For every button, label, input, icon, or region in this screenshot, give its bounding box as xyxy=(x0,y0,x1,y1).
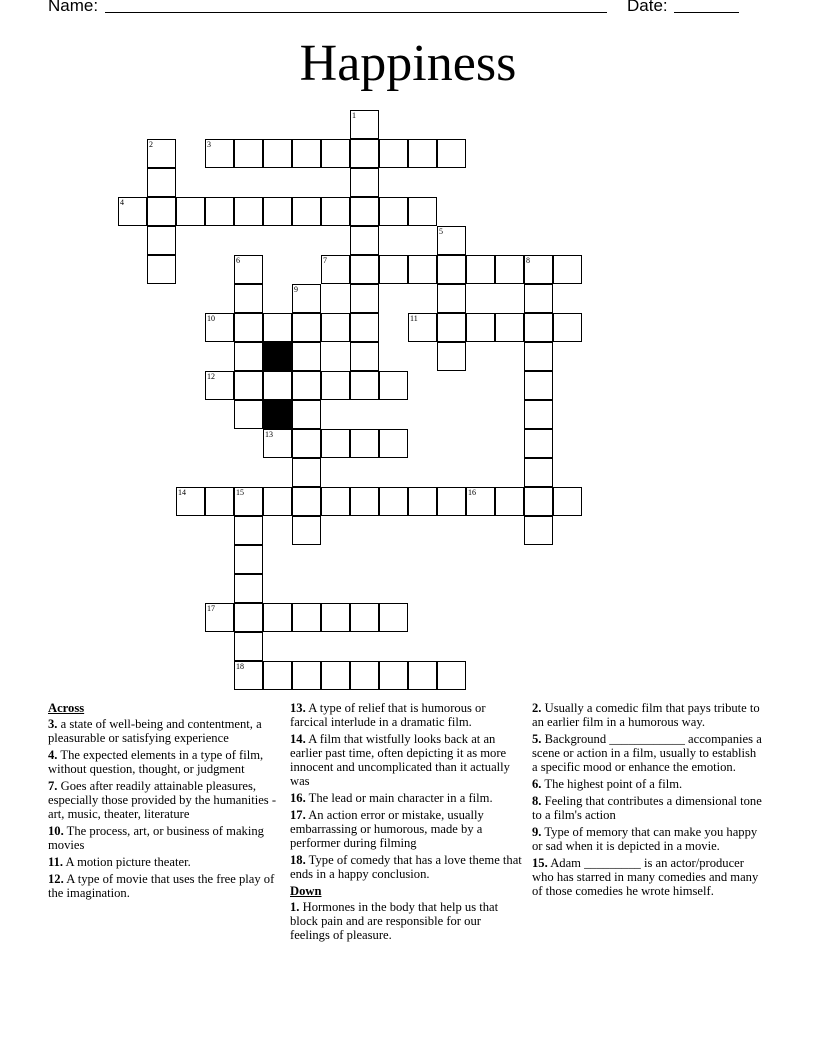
clue-number: 10 xyxy=(207,314,215,323)
clue-text: The lead or main character in a film. xyxy=(305,791,493,805)
grid-cell[interactable] xyxy=(205,139,234,168)
clue-number: 2 xyxy=(149,140,153,149)
clue-number: 16 xyxy=(468,488,476,497)
clue-text: The process, art, or business of making movies xyxy=(48,824,264,852)
clue-number: 15 xyxy=(236,488,244,497)
grid-cell[interactable] xyxy=(263,371,292,400)
clue-number-label: 14. xyxy=(290,732,306,746)
date-label: Date: xyxy=(627,0,668,15)
grid-cell[interactable] xyxy=(321,661,350,690)
clue-number-label: 2. xyxy=(532,701,542,715)
grid-cell[interactable] xyxy=(350,661,379,690)
clue-number-label: 5. xyxy=(532,732,542,746)
grid-cell[interactable] xyxy=(350,139,379,168)
grid-cell[interactable] xyxy=(292,371,321,400)
grid-cell[interactable] xyxy=(524,313,553,342)
clue-number-label: 9. xyxy=(532,825,542,839)
clue-item xyxy=(532,777,764,791)
clue-text: An action error or mistake, usually embarrassing or humorous, made by a performer during filming xyxy=(290,808,484,850)
grid-cell[interactable] xyxy=(205,197,234,226)
grid-cell[interactable] xyxy=(292,458,321,487)
grid-cell[interactable] xyxy=(437,226,466,255)
across-clue-list-continued xyxy=(290,701,522,881)
grid-cell[interactable] xyxy=(292,429,321,458)
grid-cell[interactable] xyxy=(292,197,321,226)
grid-cell[interactable] xyxy=(234,400,263,429)
grid-cell[interactable] xyxy=(263,429,292,458)
grid-cell[interactable] xyxy=(234,545,263,574)
clue-text: A type of relief that is humorous or farcical interlude in a dramatic film. xyxy=(290,701,486,729)
clue-number: 17 xyxy=(207,604,215,613)
grid-cell[interactable] xyxy=(495,313,524,342)
clue-text: Feeling that contributes a dimensional tone to a film's action xyxy=(532,794,762,822)
clue-number-label: 7. xyxy=(48,779,58,793)
clue-item xyxy=(48,748,280,776)
down-heading: Down xyxy=(290,884,322,898)
grid-cell[interactable] xyxy=(292,487,321,516)
grid-cell[interactable] xyxy=(379,197,408,226)
grid-cell[interactable] xyxy=(437,255,466,284)
grid-cell[interactable] xyxy=(321,487,350,516)
down-clue-list xyxy=(290,900,522,942)
grid-cell[interactable] xyxy=(292,516,321,545)
grid-cell[interactable] xyxy=(147,226,176,255)
grid-cell[interactable] xyxy=(437,284,466,313)
clue-number-label: 3. xyxy=(48,717,58,731)
clue-item xyxy=(290,791,522,805)
grid-cell[interactable] xyxy=(234,516,263,545)
grid-cell[interactable] xyxy=(495,487,524,516)
grid-cell[interactable] xyxy=(495,255,524,284)
clue-number-label: 18. xyxy=(290,853,306,867)
clue-number-label: 6. xyxy=(532,777,542,791)
grid-cell[interactable] xyxy=(408,487,437,516)
clue-number-label: 1. xyxy=(290,900,300,914)
grid-cell[interactable] xyxy=(524,342,553,371)
clue-text: Type of memory that can make you happy or sad when it is depicted in a movie. xyxy=(532,825,758,853)
grid-cell[interactable] xyxy=(147,139,176,168)
clue-number-label: 4. xyxy=(48,748,58,762)
grid-cell[interactable] xyxy=(350,429,379,458)
grid-cell[interactable] xyxy=(292,139,321,168)
grid-cell[interactable] xyxy=(350,487,379,516)
grid-cell[interactable] xyxy=(350,255,379,284)
grid-cell[interactable] xyxy=(321,255,350,284)
grid-cell[interactable] xyxy=(553,487,582,516)
grid-cell[interactable] xyxy=(379,661,408,690)
clue-text: A motion picture theater. xyxy=(63,855,191,869)
clue-number: 4 xyxy=(120,198,124,207)
clue-text: A type of movie that uses the free play of the imagination. xyxy=(48,872,275,900)
grid-cell[interactable] xyxy=(379,139,408,168)
grid-cell[interactable] xyxy=(553,255,582,284)
clue-number: 1 xyxy=(352,111,356,120)
clue-text: Adam _________ is an actor/producer who has starred in many comedies and many of those comedies he wrote himself. xyxy=(532,856,759,898)
grid-cell[interactable] xyxy=(321,429,350,458)
page-title: Happiness xyxy=(299,35,517,92)
grid-cell[interactable] xyxy=(234,574,263,603)
name-label: Name: xyxy=(48,0,99,15)
grid-cell[interactable] xyxy=(234,284,263,313)
grid-cell[interactable] xyxy=(292,603,321,632)
clue-number-label: 15. xyxy=(532,856,548,870)
clue-text: Usually a comedic film that pays tribute to an earlier film in a humorous way. xyxy=(532,701,760,729)
grid-cell[interactable] xyxy=(176,197,205,226)
grid-cell[interactable] xyxy=(408,255,437,284)
black-cell xyxy=(263,342,292,371)
grid-cell[interactable] xyxy=(321,603,350,632)
grid-cell[interactable] xyxy=(466,255,495,284)
clue-text: a state of well-being and contentment, a pleasurable or satisfying experience xyxy=(48,717,262,745)
across-heading: Across xyxy=(48,701,85,715)
grid-cell[interactable] xyxy=(379,603,408,632)
grid-cell[interactable] xyxy=(524,458,553,487)
clue-number: 18 xyxy=(236,662,244,671)
clues-column-1 xyxy=(48,701,280,903)
clue-number: 12 xyxy=(207,372,215,381)
grid-cell[interactable] xyxy=(292,313,321,342)
clue-number-label: 17. xyxy=(290,808,306,822)
clue-number-label: 11. xyxy=(48,855,64,869)
grid-cell[interactable] xyxy=(408,313,437,342)
grid-cell[interactable] xyxy=(379,255,408,284)
grid-cell[interactable] xyxy=(350,226,379,255)
clue-number: 11 xyxy=(410,314,418,323)
grid-cell[interactable] xyxy=(263,313,292,342)
grid-cell[interactable] xyxy=(234,487,263,516)
grid-cell[interactable] xyxy=(205,313,234,342)
grid-cell[interactable] xyxy=(350,284,379,313)
grid-cell[interactable] xyxy=(321,139,350,168)
grid-cell[interactable] xyxy=(553,313,582,342)
grid-cell[interactable] xyxy=(205,371,234,400)
clue-item xyxy=(290,900,522,942)
grid-cell[interactable] xyxy=(321,313,350,342)
clue-number-label: 8. xyxy=(532,794,542,808)
grid-cell[interactable] xyxy=(205,487,234,516)
grid-cell[interactable] xyxy=(147,255,176,284)
clue-number: 5 xyxy=(439,227,443,236)
grid-cell[interactable] xyxy=(379,429,408,458)
grid-cell[interactable] xyxy=(524,371,553,400)
clue-item xyxy=(290,732,522,788)
grid-cell[interactable] xyxy=(350,313,379,342)
clue-text: Type of comedy that has a love theme that ends in a happy conclusion. xyxy=(290,853,522,881)
grid-cell[interactable] xyxy=(524,516,553,545)
grid-cell[interactable] xyxy=(437,342,466,371)
grid-cell[interactable] xyxy=(524,400,553,429)
clue-item xyxy=(532,825,764,853)
grid-cell[interactable] xyxy=(147,168,176,197)
grid-cell[interactable] xyxy=(437,313,466,342)
clue-text: A film that wistfully looks back at an earlier past time, often depicting it as more innocent and uncomplicated than it actually was xyxy=(290,732,510,788)
grid-cell[interactable] xyxy=(321,197,350,226)
grid-cell[interactable] xyxy=(234,603,263,632)
grid-cell[interactable] xyxy=(350,168,379,197)
grid-cell[interactable] xyxy=(234,255,263,284)
clue-text: Background ____________ accompanies a scene or action in a film, usually to establish a specific mood or enhance the emotion. xyxy=(532,732,762,774)
grid-cell[interactable] xyxy=(234,371,263,400)
grid-cell[interactable] xyxy=(437,661,466,690)
clues-column-3 xyxy=(532,701,764,901)
clue-number: 8 xyxy=(526,256,530,265)
clue-item xyxy=(48,855,280,869)
grid-cell[interactable] xyxy=(263,197,292,226)
clue-number: 7 xyxy=(323,256,327,265)
clue-item xyxy=(290,701,522,729)
clue-number: 13 xyxy=(265,430,273,439)
grid-cell[interactable] xyxy=(263,661,292,690)
clue-item xyxy=(290,808,522,850)
grid-cell[interactable] xyxy=(176,487,205,516)
grid-cell[interactable] xyxy=(292,400,321,429)
grid-cell[interactable] xyxy=(350,197,379,226)
grid-cell[interactable] xyxy=(350,371,379,400)
grid-cell[interactable] xyxy=(350,603,379,632)
clue-item xyxy=(532,856,764,898)
grid-cell[interactable] xyxy=(466,313,495,342)
grid-cell[interactable] xyxy=(437,139,466,168)
grid-cell[interactable] xyxy=(350,110,379,139)
clue-number-label: 13. xyxy=(290,701,306,715)
grid-cell[interactable] xyxy=(524,487,553,516)
grid-cell[interactable] xyxy=(263,487,292,516)
clue-number-label: 16. xyxy=(290,791,306,805)
grid-cell[interactable] xyxy=(321,371,350,400)
grid-cell[interactable] xyxy=(234,661,263,690)
black-cell xyxy=(263,400,292,429)
grid-cell[interactable] xyxy=(379,487,408,516)
grid-cell[interactable] xyxy=(408,139,437,168)
clue-number-label: 12. xyxy=(48,872,64,886)
clue-number: 6 xyxy=(236,256,240,265)
grid-cell[interactable] xyxy=(234,632,263,661)
grid-cell[interactable] xyxy=(205,603,234,632)
grid-cell[interactable] xyxy=(147,197,176,226)
clue-text: Hormones in the body that help us that block pain and are responsible for our feelings of pleasure. xyxy=(290,900,499,942)
grid-cell[interactable] xyxy=(524,284,553,313)
down-clue-list-continued xyxy=(532,701,764,898)
grid-cell[interactable] xyxy=(292,284,321,313)
clue-text: Goes after readily attainable pleasures, especially those provided by the humanities - art, music, theater, literature xyxy=(48,779,277,821)
clue-number: 3 xyxy=(207,140,211,149)
clue-item xyxy=(48,717,280,745)
clue-item xyxy=(290,853,522,881)
clue-text: The expected elements in a type of film, without question, thought, or judgment xyxy=(48,748,264,776)
grid-cell[interactable] xyxy=(263,603,292,632)
clues-column-2 xyxy=(290,701,522,945)
grid-cell[interactable] xyxy=(292,342,321,371)
clue-number: 9 xyxy=(294,285,298,294)
clue-text: The highest point of a film. xyxy=(541,777,683,791)
grid-cell[interactable] xyxy=(408,197,437,226)
clue-item xyxy=(532,794,764,822)
grid-cell[interactable] xyxy=(234,342,263,371)
grid-cell[interactable] xyxy=(437,487,466,516)
grid-cell[interactable] xyxy=(292,661,321,690)
grid-cell[interactable] xyxy=(234,313,263,342)
grid-cell[interactable] xyxy=(466,487,495,516)
grid-cell[interactable] xyxy=(234,197,263,226)
grid-cell[interactable] xyxy=(234,139,263,168)
grid-cell[interactable] xyxy=(379,371,408,400)
across-clue-list xyxy=(48,717,280,900)
grid-cell[interactable] xyxy=(118,197,147,226)
clue-item xyxy=(532,701,764,729)
grid-cell[interactable] xyxy=(263,139,292,168)
grid-cell[interactable] xyxy=(524,429,553,458)
clue-item xyxy=(532,732,764,774)
grid-cell[interactable] xyxy=(408,661,437,690)
clue-number: 14 xyxy=(178,488,186,497)
clue-item xyxy=(48,779,280,821)
grid-cell[interactable] xyxy=(350,342,379,371)
clue-number-label: 10. xyxy=(48,824,64,838)
clue-item xyxy=(48,824,280,852)
clue-item xyxy=(48,872,280,900)
grid-cell[interactable] xyxy=(524,255,553,284)
